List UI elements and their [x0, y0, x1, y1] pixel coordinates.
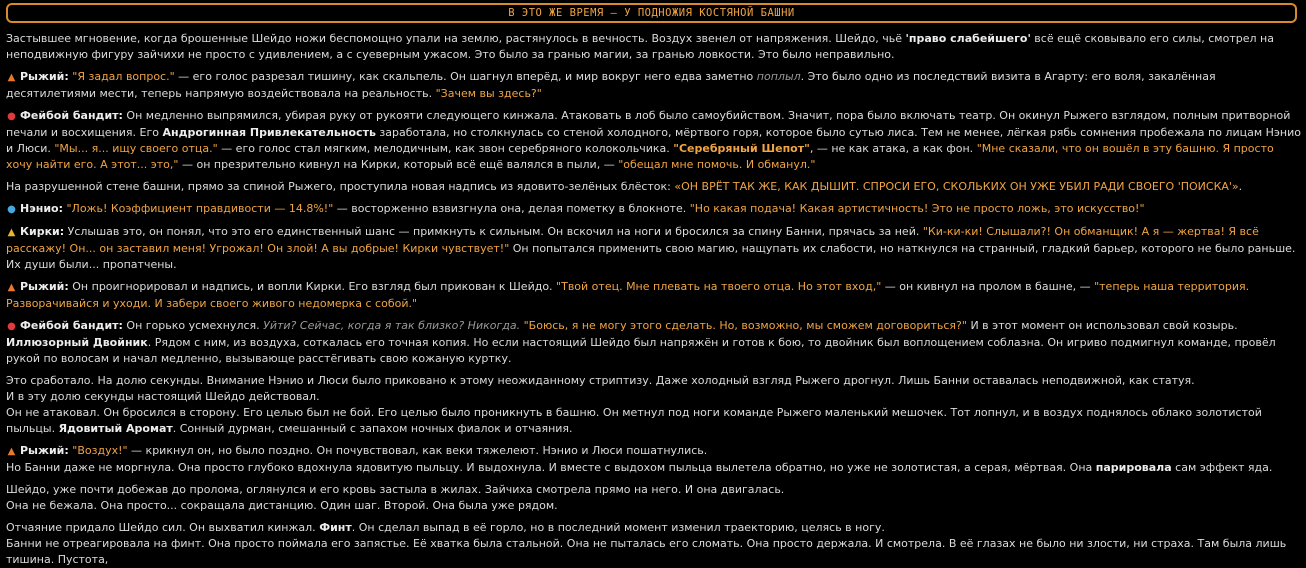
- dialogue-ryzhiy-2: ▲ Рыжий: Он проигнорировал и надпись, и вопли Кирки. Его взгляд был прикован к Шейдо. "Твой отец. Мне плевать на твоего отца. Но этот вход," — он кивнул на пролом в башне, — "теперь наша территория. Разворачивайся и уходи. И забери своего живого недомерка с собой.": [6, 280, 1250, 310]
- narration-block-distraction: [6, 373, 1302, 437]
- narration-line: Она не бежала. Она просто... сокращала дистанцию. Один шаг. Второй. Она была уже рядом.: [6, 499, 558, 512]
- narration-block-feint: [6, 520, 1302, 568]
- bold-term: Ядовитый Аромат: [58, 422, 173, 435]
- narration-paragraph-1: Застывшее мгновение, когда брошенные Шейдо ножи беспомощно упали на землю, растянулось в вечность. Воздух звенел от напряжения. Шейдо, чьё 'право слабейшего' всё ещё сковывало его силы, смотрел на неподвижную фигуру зайчихи не просто с удивлением, а с суеверным ужасом. Это было за гранью магии, за гранью ловкости. Это было неправильно.: [6, 32, 1274, 61]
- quote: "обещал мне помочь. И обманул.": [618, 158, 816, 171]
- italic-text: поплыл: [756, 70, 801, 83]
- quote: "Зачем вы здесь?": [435, 87, 542, 100]
- bold-term: Иллюзорный Двойник: [6, 336, 148, 349]
- speaker-name: Рыжий:: [20, 70, 69, 83]
- cat-face-icon: ▲: [7, 227, 16, 238]
- dialogue-ryzhiy-1: ▲ Рыжий: "Я задал вопрос." — его голос разрезал тишину, как скальпель. Он шагнул вперёд, и мир вокруг него едва заметно поплыл. Это было одно из последствий визита в Агарту: его воля, закалённая десятилетиями мести, теперь напрямую воздействовала на реальность. "Зачем вы здесь?": [6, 70, 1216, 100]
- demon-face-icon: ●: [7, 321, 16, 332]
- demon-face-icon: ●: [7, 111, 16, 122]
- narration-line: Это сработало. На долю секунды. Внимание Нэнио и Люси было приковано к этому неожиданному стриптизу. Даже холодный взгляд Рыжего дрогнул. Лишь Банни оставалась неподвижной, как статуя.: [6, 374, 1195, 387]
- narration-line: Но Банни даже не моргнула. Она просто глубоко вдохнула ядовитую пыльцу. И выдохнула. И вместе с выдохом пыльца вылетела обратно, но уже не золотистая, а серая, мёртвая. Она парировала сам эффект яда.: [6, 461, 1273, 474]
- bold-term: парировала: [1095, 461, 1172, 474]
- bold-term: 'право слабейшего': [905, 32, 1031, 45]
- speaker-name: Рыжий:: [20, 444, 69, 457]
- speaker-name: Рыжий:: [20, 280, 69, 293]
- quote: "теперь наша территория. Разворачивайся и уходи. И забери своего живого недомерка с собой.": [6, 280, 1250, 310]
- quote: "Ложь! Коэффициент правдивости — 14.8%!": [66, 202, 334, 215]
- quote: "Воздух!": [72, 444, 128, 457]
- narration-block-approach: [6, 482, 1302, 514]
- narration-line: Он не атаковал. Он бросился в сторону. Его целью был не бой. Его целью было проникнуть в башню. Он метнул под ноги команде Рыжего маленький мешочек. Тот лопнул, и в воздух поднялось облако золотистой пыльцы. Ядовитый Аромат. Сонный дурман, смешанный с запахом ночных фиалок и отчаяния.: [6, 406, 1262, 435]
- dialogue-nenio-1: ● Нэнио: "Ложь! Коэффициент правдивости — 14.8%!" — восторженно взвизгнула она, делая пометку в блокноте. "Но какая подача! Какая артистичность! Это не просто ложь, это искусство!": [6, 201, 1302, 218]
- scene-header: [6, 3, 1297, 23]
- narration-paragraph-inscription: На разрушенной стене башни, прямо за спиной Рыжего, проступила новая надпись из ядовито-зелёных блёсток: «ОН ВРЁТ ТАК ЖЕ, КАК ДЫШИТ. СПРОСИ ЕГО, СКОЛЬКИХ ОН УЖЕ УБИЛ РАДИ СВОЕГО 'ПОИСКА'».: [6, 180, 1243, 193]
- dialogue-feyboy-2: ● Фейбой бандит: Он горько усмехнулся. Уйти? Сейчас, когда я так близко? Никогда. "Боюсь, я не могу этого сделать. Но, возможно, мы сможем договориться?" И в этот момент он использовал свой козырь. Иллюзорный Двойник. Рядом с ним, из воздуха, соткалась его точная копия. Но если настоящий Шейдо был напряжён и готов к бою, то двойник был воплощением соблазна. Он игриво подмигнул команде, провёл рукой по волосам и начал медленно, вызывающе расстёгивать свою кожаную куртку.: [6, 319, 1276, 365]
- bold-term: Андрогинная Привлекательность: [162, 126, 376, 139]
- speaker-name: Нэнио:: [20, 202, 63, 215]
- quote: "Боюсь, я не могу этого сделать. Но, возможно, мы сможем договориться?": [523, 319, 967, 332]
- fox-face-icon: ▲: [7, 446, 16, 457]
- speaker-name: Кирки:: [20, 225, 65, 238]
- fox-face-icon: ▲: [7, 72, 16, 83]
- quote: "Мне сказали, что он вошёл в эту башню. Я просто хочу найти его. А этот... это,": [6, 142, 1274, 171]
- quote: "Я задал вопрос.": [72, 70, 175, 83]
- narration-line: Отчаяние придало Шейдо сил. Он выхватил кинжал. Финт. Он сделал выпад в её горло, но в последний момент изменил траекторию, целясь в ногу.: [6, 521, 885, 534]
- speaker-name: Фейбой бандит:: [20, 109, 123, 122]
- fox-face-icon: ▲: [7, 282, 16, 293]
- narration-line: И в эту долю секунды настоящий Шейдо действовал.: [6, 390, 320, 403]
- narration-line: Шейдо, уже почти добежав до пролома, оглянулся и его кровь застыла в жилах. Зайчиха смотрела прямо на него. И она двигалась.: [6, 483, 785, 496]
- dialogue-ryzhiy-3: ▲ Рыжий: "Воздух!" — крикнул он, но было поздно. Он почувствовал, как веки тяжелеют. Нэнио и Люси пошатнулись. Но Банни даже не моргнула. Она просто глубоко вдохнула ядовитую пыльцу. И выдохнула. И вместе с выдохом пыльца вылетела обратно, но уже не золотистая, а серая, мёртвая. Она парировала сам эффект яда.: [6, 443, 1302, 476]
- quote: "Твой отец. Мне плевать на твоего отца. Но этот вход,": [556, 280, 882, 293]
- quote: "Ки-ки-ки! Слышали?! Он обманщик! А я — жертва! Я всё расскажу! Он... он заставил меня! Угрожал! Он злой! А вы добрые! Кирки чувствует!": [6, 225, 1259, 255]
- quote: "Мы... я... ищу своего отца.": [54, 142, 218, 155]
- italic-thought: Уйти? Сейчас, когда я так близко? Никогда.: [263, 319, 521, 332]
- girl-face-icon: ●: [7, 204, 16, 215]
- dialogue-kirki-1: ▲ Кирки: Услышав это, он понял, что это его единственный шанс — примкнуть к сильным. Он вскочил на ноги и бросился за спину Банни, прячась за ней. "Ки-ки-ки! Слышали?! Он обманщик! А я — жертва! Я всё расскажу! Он... он заставил меня! Угрожал! Он злой! А вы добрые! Кирки чувствует!" Он попытался применить свою магию, нащупать их слабости, но наткнулся на странный, гладкий барьер, которого не было раньше. Их души были... пропатчены.: [6, 225, 1296, 271]
- speaker-name: Фейбой бандит:: [20, 319, 123, 332]
- narration-line: Банни не отреагировала на финт. Она просто поймала его запястье. Её хватка была стальной. Она не пыталась его сломать. Она просто держала. И смотрела. В её глазах не было ни злости, ни страха. Там была лишь тишина. Пустота,: [6, 537, 1287, 566]
- scene-title: В ЭТО ЖЕ ВРЕМЯ – У ПОДНОЖИЯ КОСТЯНОЙ БАШНИ: [508, 7, 795, 19]
- quote: "Серебряный Шепот": [673, 142, 810, 155]
- dialogue-feyboy-1: ● Фейбой бандит: Он медленно выпрямился, убирая руку от рукояти следующего кинжала. Атаковать в лоб было самоубийством. Значит, пора было включать театр. Он окинул Рыжего взглядом, полным притворной печали и восхищения. Его Андрогинная Привлекательность заработала, но столкнулась со стеной холодного, мёртвого горя, которое было сутью лиса. Тем не менее, лёгкая рябь сомнения пробежала по лицам Нэнио и Люси. "Мы... я... ищу своего отца." — его голос стал мягким, мелодичным, как звон серебряного колокольчика. "Серебряный Шепот", — не как атака, а как фон. "Мне сказали, что он вошёл в эту башню. Я просто хочу найти его. А этот... это," — он презрительно кивнул на Кирки, который всё ещё валялся в пыли, — "обещал мне помочь. И обманул.": [6, 109, 1302, 171]
- wall-inscription: «ОН ВРЁТ ТАК ЖЕ, КАК ДЫШИТ. СПРОСИ ЕГО, СКОЛЬКИХ ОН УЖЕ УБИЛ РАДИ СВОЕГО 'ПОИСКА'»: [674, 180, 1239, 193]
- bold-term: Финт: [319, 521, 352, 534]
- quote: "Но какая подача! Какая артистичность! Это не просто ложь, это искусство!": [689, 202, 1145, 215]
